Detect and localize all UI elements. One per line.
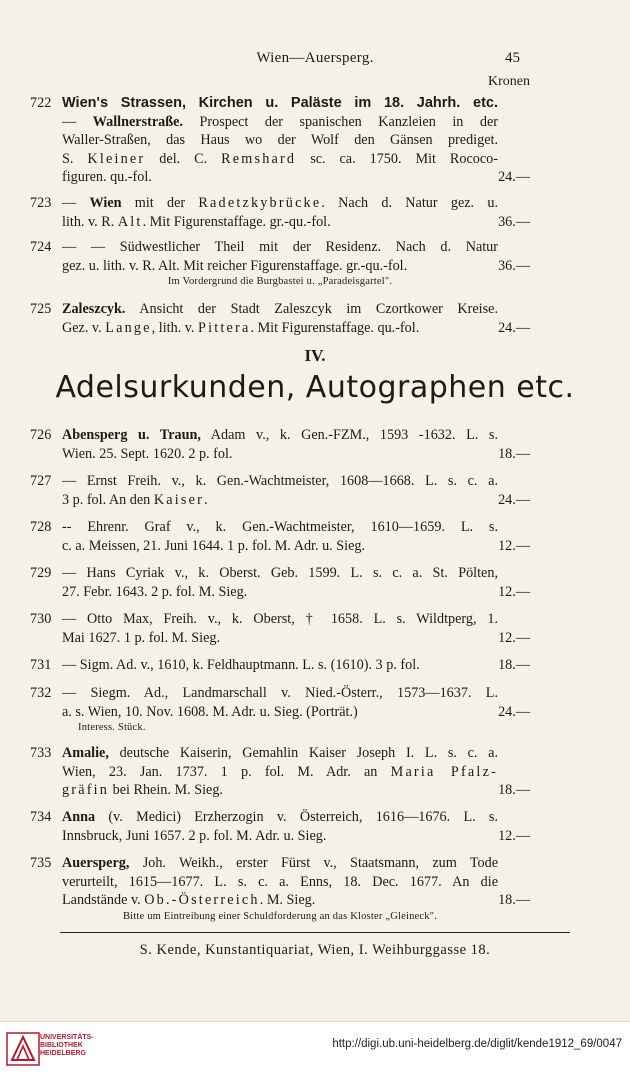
entry-number: 725 [30, 301, 52, 317]
entry-price: 12.— [498, 537, 530, 554]
entry-description [62, 684, 498, 735]
entry-description [62, 744, 498, 800]
entry-line: — — Südwestlicher Theil mit der Residenz. Nach d. Natur [62, 239, 498, 255]
footer-imprint: S. Kende, Kunstantiquariat, Wien, I. Weihburggasse 18. [139, 942, 491, 958]
entry-line: Innsbruck, Juni 1657. 2 p. fol. M. Adr. u. Sieg. [62, 827, 327, 844]
entry-line: Wien. 25. Sept. 1620. 2 p. fol. [62, 445, 233, 462]
entry-line: Mai 1627. 1 p. fol. M. Sieg. [62, 629, 221, 646]
entry-price: 36.— [498, 257, 530, 274]
entry-line: Abensperg u. Traun, Adam v., k. Gen.-FZM., 1593 -1632. L. s. [62, 427, 498, 443]
entry-number: 729 [30, 565, 52, 581]
entry-number: 723 [30, 195, 52, 211]
entry-line: 27. Febr. 1643. 2 p. fol. M. Sieg. [62, 583, 248, 600]
running-head: Wien—Auersperg. [256, 50, 374, 66]
entry-description [62, 610, 498, 647]
entry-price: 24.— [498, 703, 530, 720]
entry-note: Interess. Stück. [78, 722, 146, 733]
page-number: 45 [505, 50, 520, 66]
entry-line: — Wallnerstraße. Prospect der spanischen Kanzleien in der [62, 113, 498, 130]
entry-line: Zaleszcyk. Ansicht der Stadt Zaleszcyk im Czortkower Kreise. [62, 301, 498, 317]
entry-number: 730 [30, 611, 52, 627]
entry-description [62, 238, 498, 289]
entry-line: — Wien mit der Radetzkybrücke. Nach d. Natur gez. u. [62, 195, 498, 211]
entry-number: 735 [30, 855, 52, 871]
entry-number: 722 [30, 95, 52, 111]
entry-price: 24.— [498, 319, 530, 336]
entry-line: c. a. Meissen, 21. Juni 1644. 1 p. fol. M. Adr. u. Sieg. [62, 537, 366, 554]
entry-line: -- Ehrenr. Graf v., k. Gen.-Wachtmeister, 1610—1659. L. s. [62, 519, 498, 535]
footer-rule [60, 932, 570, 933]
entry-description [62, 656, 498, 675]
entry-line: figuren. qu.-fol. [62, 169, 152, 185]
entry-line: Anna (v. Medici) Erzherzogin v. Österreich, 1616—1676. L. s. [62, 809, 498, 825]
currency-label: Kronen [488, 74, 530, 89]
entry-number: 731 [30, 657, 52, 673]
entry-description [62, 808, 498, 845]
entry-number: 726 [30, 427, 52, 443]
entry-number: 733 [30, 745, 52, 761]
entry-line: — Siegm. Ad., Landmarschall v. Nied.-Österr., 1573—1637. L. [62, 685, 498, 701]
entry-line: S. Kleiner del. C. Remshard sc. ca. 1750. Mit Rococo- [62, 150, 498, 167]
entry-number: 724 [30, 239, 52, 255]
entry-line: Amalie, deutsche Kaiserin, Gemahlin Kaiser Joseph I. L. s. c. a. [62, 745, 498, 761]
entry-price: 12.— [498, 583, 530, 600]
section-number: IV. [304, 346, 326, 365]
section-title: Adelsurkunden, Autographen etc. [55, 370, 575, 405]
entry-note: Im Vordergrund die Burgbastei u. „Paradeisgartel". [167, 276, 393, 287]
entry-description [62, 854, 498, 924]
source-url-link[interactable]: http://digi.ub.uni-heidelberg.de/diglit/kende1912_69/0047 [332, 1038, 622, 1050]
entry-line: — Hans Cyriak v., k. Oberst. Geb. 1599. L. s. c. a. St. Pölten, [62, 565, 498, 581]
entry-line: Auersperg, Joh. Weikh., erster Fürst v., Staatsmann, zum Tode [62, 855, 498, 871]
entry-line: gräfin bei Rhein. M. Sieg. [62, 782, 223, 798]
entry-line: — Sigm. Ad. v., 1610, k. Feldhauptmann. L. s. (1610). 3 p. fol. [62, 657, 420, 673]
entry-price: 18.— [498, 657, 530, 673]
entry-number: 732 [30, 685, 52, 701]
entry-line: Wien, 23. Jan. 1737. 1 p. fol. M. Adr. an Maria Pfalz- [62, 763, 498, 780]
entry-description [62, 426, 498, 463]
entry-description [62, 94, 498, 187]
entry-price: 12.— [498, 827, 530, 844]
entry-price: 36.— [498, 213, 530, 230]
entry-line: verurteilt, 1615—1677. L. s. c. a. Enns, 18. Dec. 1677. An die [62, 873, 498, 890]
entry-price: 12.— [498, 629, 530, 646]
entry-description [62, 518, 498, 555]
entry-number: 727 [30, 473, 52, 489]
library-name: UNIVERSITÄTS- BIBLIOTHEK HEIDELBERG [40, 1034, 94, 1057]
entry-price: 18.— [498, 892, 530, 908]
entry-line: Gez. v. Lange, lith. v. Pittera. Mit Figurenstaffage. qu.-fol. [62, 319, 420, 336]
entry-line: 3 p. fol. An den Kaiser. [62, 491, 208, 508]
entry-description [62, 194, 498, 231]
entry-description [62, 300, 498, 337]
entry-line: Wien's Strassen, Kirchen u. Paläste im 18. Jahrh. etc. [62, 95, 498, 111]
heidelberg-library-logo-icon[interactable] [6, 1032, 40, 1066]
entry-description [62, 472, 498, 509]
entry-price: 24.— [498, 491, 530, 508]
entry-line: Waller-Straßen, das Haus wo der Wolf den Gänsen prediget. [62, 132, 498, 148]
entry-line: — Ernst Freih. v., k. Gen.-Wachtmeister, 1608—1668. L. s. c. a. [62, 473, 498, 489]
entry-line: gez. u. lith. v. R. Alt. Mit reicher Figurenstaffage. gr.-qu.-fol. [62, 257, 408, 274]
entry-line: lith. v. R. Alt. Mit Figurenstaffage. gr.-qu.-fol. [62, 213, 331, 230]
entry-line: — Otto Max, Freih. v., k. Oberst, † 1658. L. s. Wildtperg, 1. [62, 611, 498, 627]
entry-line: Landstände v. Ob.-Österreich. M. Sieg. [62, 892, 316, 908]
entry-note: Bitte um Eintreibung einer Schuldforderung an das Kloster „Gleineck". [122, 910, 438, 922]
entry-price: 18.— [498, 445, 530, 462]
entry-number: 734 [30, 809, 52, 825]
entry-number: 728 [30, 519, 52, 535]
entry-line: a. s. Wien, 10. Nov. 1608. M. Adr. u. Sieg. (Porträt.) [62, 703, 358, 720]
entry-price: 18.— [498, 782, 530, 798]
entry-description [62, 564, 498, 601]
entry-price: 24.— [498, 169, 530, 185]
library-bar [0, 1021, 630, 1080]
